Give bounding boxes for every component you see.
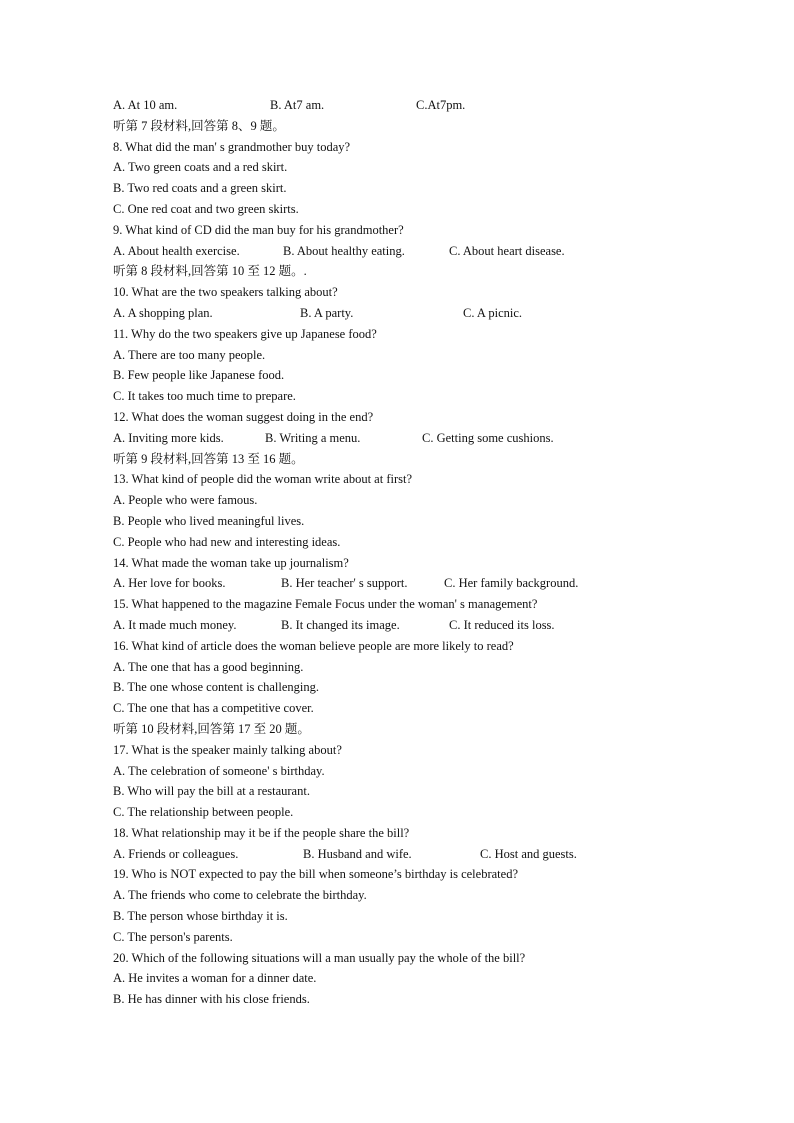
question-line: 20. Which of the following situations will a man usually pay the whole of the bill? [113,950,526,965]
option-row [113,573,773,594]
answer-option: A. Two green coats and a red skirt. [113,160,288,175]
answer-option: B. The one whose content is challenging. [113,680,319,695]
question-line: 12. What does the woman suggest doing in the end? [113,409,374,424]
option-c: C. A picnic. [463,305,523,320]
option-c: C. Her family background. [444,576,579,591]
answer-option: B. The person whose birthday it is. [113,909,288,924]
answer-option: B. Few people like Japanese food. [113,368,285,383]
option-c: C. Host and guests. [480,846,577,861]
option-c: C. Getting some cushions. [422,430,554,445]
answer-option: C. The one that has a competitive cover. [113,701,314,716]
option-a: A. It made much money. [113,617,237,632]
question-line: 8. What did the man' s grandmother buy today? [113,139,351,154]
answer-option: C. People who had new and interesting ideas. [113,534,341,549]
option-a: A. Inviting more kids. [113,430,224,445]
document-page [113,95,773,1010]
answer-option: A. The friends who come to celebrate the birthday. [113,888,367,903]
answer-option: A. The celebration of someone' s birthday. [113,763,325,778]
option-b: B. Writing a menu. [265,430,361,445]
answer-option: B. People who lived meaningful lives. [113,513,305,528]
answer-option: C. The relationship between people. [113,805,294,820]
answer-option: C. It takes too much time to prepare. [113,389,296,404]
option-a: A. About health exercise. [113,243,240,258]
answer-option: B. Who will pay the bill at a restaurant. [113,784,310,799]
answer-option: A. He invites a woman for a dinner date. [113,971,317,986]
section-heading: 听第 9 段材料,回答第 13 至 16 题。 [113,451,304,466]
option-c: C. About heart disease. [449,243,565,258]
option-b: B. About healthy eating. [283,243,405,258]
question-line: 14. What made the woman take up journalism? [113,555,349,570]
question-line: 17. What is the speaker mainly talking about? [113,742,342,757]
answer-option: A. The one that has a good beginning. [113,659,304,674]
answer-option: A. There are too many people. [113,347,266,362]
option-row [113,241,773,262]
answer-option: C. One red coat and two green skirts. [113,201,299,216]
question-line: 16. What kind of article does the woman believe people are more likely to read? [113,638,514,653]
answer-option: C. The person's parents. [113,929,233,944]
question-line: 19. Who is NOT expected to pay the bill when someone’s birthday is celebrated? [113,867,518,882]
option-row [113,844,773,865]
option-row [113,615,773,636]
option-a: A. At 10 am. [113,98,178,112]
option-b: B. Her teacher' s support. [281,576,408,591]
question-line: 11. Why do the two speakers give up Japanese food? [113,326,377,341]
section-heading: 听第 7 段材料,回答第 8、9 题。 [113,118,285,133]
question-line: 15. What happened to the magazine Female Focus under the woman' s management? [113,597,538,612]
question-line: 13. What kind of people did the woman write about at first? [113,472,412,487]
option-c: C. It reduced its loss. [449,617,555,632]
option-b: B. Husband and wife. [303,846,412,861]
answer-option: B. Two red coats and a green skirt. [113,181,287,196]
option-a: A. Friends or colleagues. [113,846,239,861]
option-c: C.At7pm. [416,98,466,112]
option-b: B. A party. [300,305,354,320]
option-row [113,95,773,116]
option-b: B. It changed its image. [281,617,400,632]
option-row [113,303,773,324]
option-row [113,428,773,449]
question-line: 18. What relationship may it be if the people share the bill? [113,825,410,840]
section-heading: 听第 10 段材料,回答第 17 至 20 题。 [113,721,310,736]
option-b: B. At7 am. [270,98,325,112]
answer-option: B. He has dinner with his close friends. [113,992,310,1007]
section-heading: 听第 8 段材料,回答第 10 至 12 题。. [113,264,307,279]
option-a: A. Her love for books. [113,576,226,591]
question-line: 10. What are the two speakers talking about? [113,285,338,300]
option-a: A. A shopping plan. [113,305,213,320]
question-line: 9. What kind of CD did the man buy for his grandmother? [113,222,404,237]
answer-option: A. People who were famous. [113,493,258,508]
